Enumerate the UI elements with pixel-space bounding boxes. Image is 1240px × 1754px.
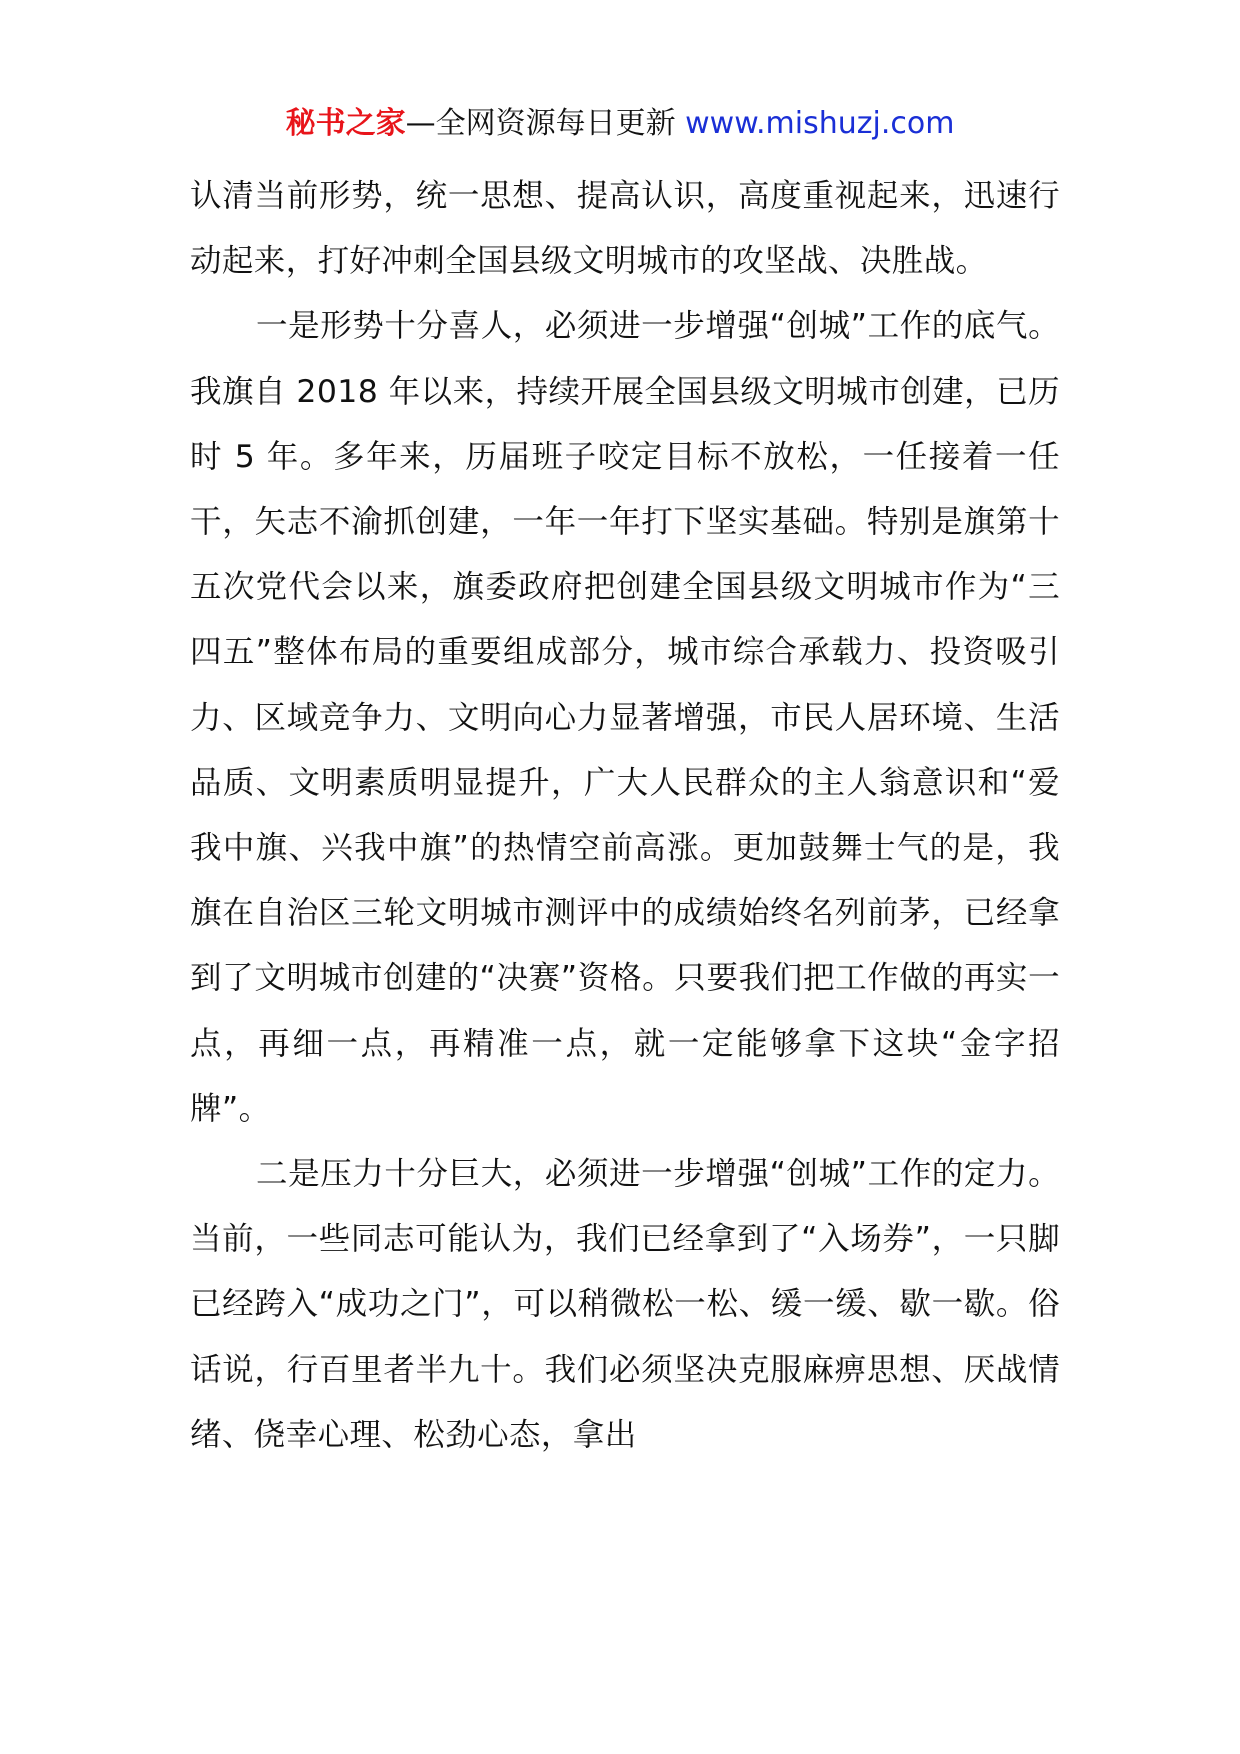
site-url[interactable]: www.mishuzj.com — [685, 106, 955, 141]
paragraph-situation: 一是形势十分喜人，必须进一步增强“创城”工作的底气。我旗自 2018 年以来，持续开展全国县级文明城市创建，已历时 5 年。多年来，历届班子咬定目标不放松，一任接着一任干，矢志不渝抓创建，一年一年打下坚实基础。特别是旗第十五次党代会以来，旗委政府把创建全国县级文明城市作为“三四五”整体布局的重要组成部分，城市综合承载力、投资吸引力、区域竞争力、文明向心力显著增强，市民人居环境、生活品质、文明素质明显提升，广大人民群众的主人翁意识和“爱我中旗、兴我中旗”的热情空前高涨。更加鼓舞士气的是，我旗在自治区三轮文明城市测评中的成绩始终名列前茅，已经拿到了文明城市创建的“决赛”资格。只要我们把工作做的再实一点，再细一点，再精准一点，就一定能够拿下这块“金字招牌”。 — [190, 308, 1060, 1127]
paragraph-pressure: 二是压力十分巨大，必须进一步增强“创城”工作的定力。当前，一些同志可能认为，我们已经拿到了“入场券”，一只脚已经跨入“成功之门”，可以稍微松一松、缓一缓、歇一歇。俗话说，行百里者半九十。我们必须坚决克服麻痹思想、厌战情绪、侥幸心理、松劲心态，拿出 — [190, 1156, 1060, 1453]
site-header — [0, 100, 1240, 148]
paragraph-continuation: 认清当前形势，统一思想、提高认识，高度重视起来，迅速行动起来，打好冲刺全国县级文明城市的攻坚战、决胜战。 — [190, 178, 1060, 280]
header-tagline: —全网资源每日更新 — [405, 106, 676, 141]
brand-name: 秘书之家 — [285, 106, 406, 141]
document-body — [190, 164, 1060, 1468]
